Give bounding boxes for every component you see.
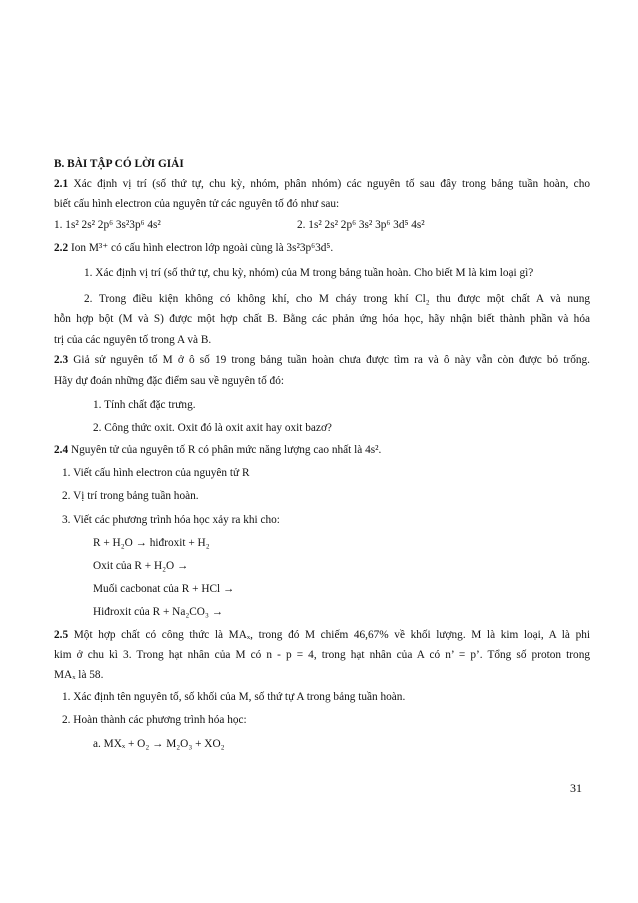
problem-2-1-text-1: Xác định vị trí (số thứ tự, chu kỳ, nhóm, phân nhóm) các nguyên tố sau đây trong bảng tuần hoàn, cho	[73, 178, 590, 190]
equation-a: a. MXₓ + O₂ → M₂O₃ + XO₂	[93, 738, 225, 750]
problem-2-5-number: 2.5	[54, 629, 69, 641]
problem-2-2-q2-line3: trị của các nguyên tố trong A và B.	[54, 334, 212, 346]
problem-2-3-line2: Hãy dự đoán những đặc điểm sau về nguyên tố đó:	[54, 375, 284, 387]
problem-2-5-line3: MAₓ là 58.	[54, 669, 104, 681]
problem-2-1-configs	[54, 218, 590, 232]
problem-2-2-q2-line2: hỗn hợp bột (M và S) được một hợp chất B. Bằng các phản ứng hóa học, hãy nhận biết thành phần và hóa	[54, 313, 590, 325]
section-heading: B. BÀI TẬP CÓ LỜI GIẢI	[54, 158, 184, 170]
problem-2-2-line1	[54, 241, 590, 255]
problem-2-4-line1	[54, 443, 590, 457]
problem-2-3-text-1: Giả sử nguyên tố M ở ô số 19 trong bảng tuần hoàn chưa được tìm ra và ô này vẫn còn được bỏ trống.	[73, 354, 590, 366]
equation-3: Muối cacbonat của R + HCl →	[93, 583, 235, 595]
problem-2-3-q2: 2. Công thức oxit. Oxit đó là oxit axit hay oxit bazơ?	[93, 422, 332, 434]
problem-2-5-line2: kim ở chu kì 3. Trong hạt nhân của M có n - p = 4, trong hạt nhân của A có n’ = p’. Tổng số proton trong	[54, 649, 590, 661]
problem-2-3-line1	[54, 353, 590, 367]
problem-2-3-q1: 1. Tính chất đặc trưng.	[93, 399, 196, 411]
config-1: 1. 1s² 2s² 2p⁶ 3s²3p⁶ 4s²	[54, 219, 161, 231]
problem-2-4-text-1: Nguyên tử của nguyên tố R có phân mức năng lượng cao nhất là 4s².	[70, 444, 382, 456]
problem-2-2-q1: 1. Xác định vị trí (số thứ tự, chu kỳ, nhóm) của M trong bảng tuần hoàn. Cho biết M là kim loại gì?	[84, 267, 534, 279]
problem-2-5-line1	[54, 628, 590, 642]
equation-1: R + H₂O → hiđroxit + H₂	[93, 537, 210, 549]
problem-2-3-number: 2.3	[54, 354, 69, 366]
problem-2-2-q2-line1: 2. Trong điều kiện không có không khí, cho M cháy trong khí Cl₂ thu được một chất A và nung	[84, 293, 590, 305]
problem-2-5-q1: 1. Xác định tên nguyên tố, số khối của M, số thứ tự A trong bảng tuần hoàn.	[62, 691, 406, 703]
problem-2-4-q1: 1. Viết cấu hình electron của nguyên tử R	[62, 467, 250, 479]
problem-2-5-q2: 2. Hoàn thành các phương trình hóa học:	[62, 714, 247, 726]
problem-2-1-number: 2.1	[54, 178, 69, 190]
equation-2: Oxit của R + H₂O →	[93, 560, 189, 572]
problem-2-1-line2: biết cấu hình electron của nguyên tử các nguyên tố đó như sau:	[54, 198, 340, 210]
problem-2-1-line1	[54, 177, 590, 191]
equation-4: Hiđroxit của R + Na₂CO₃ →	[93, 606, 224, 618]
problem-2-2-text-1: Ion M³⁺ có cấu hình electron lớp ngoài cùng là 3s²3p⁶3d⁵.	[70, 242, 334, 254]
problem-2-4-q3: 3. Viết các phương trình hóa học xảy ra khi cho:	[62, 514, 280, 526]
problem-2-4-number: 2.4	[54, 444, 69, 456]
page-number: 31	[570, 781, 582, 795]
problem-2-5-text-1: Một hợp chất có công thức là MAₓ, trong đó M chiếm 46,67% về khối lượng. M là kim loại, A là phi	[73, 629, 591, 641]
config-2: 2. 1s² 2s² 2p⁶ 3s² 3p⁶ 3d⁵ 4s²	[297, 219, 425, 231]
problem-2-4-q2: 2. Vị trí trong bảng tuần hoàn.	[62, 490, 199, 502]
problem-2-2-number: 2.2	[54, 242, 69, 254]
